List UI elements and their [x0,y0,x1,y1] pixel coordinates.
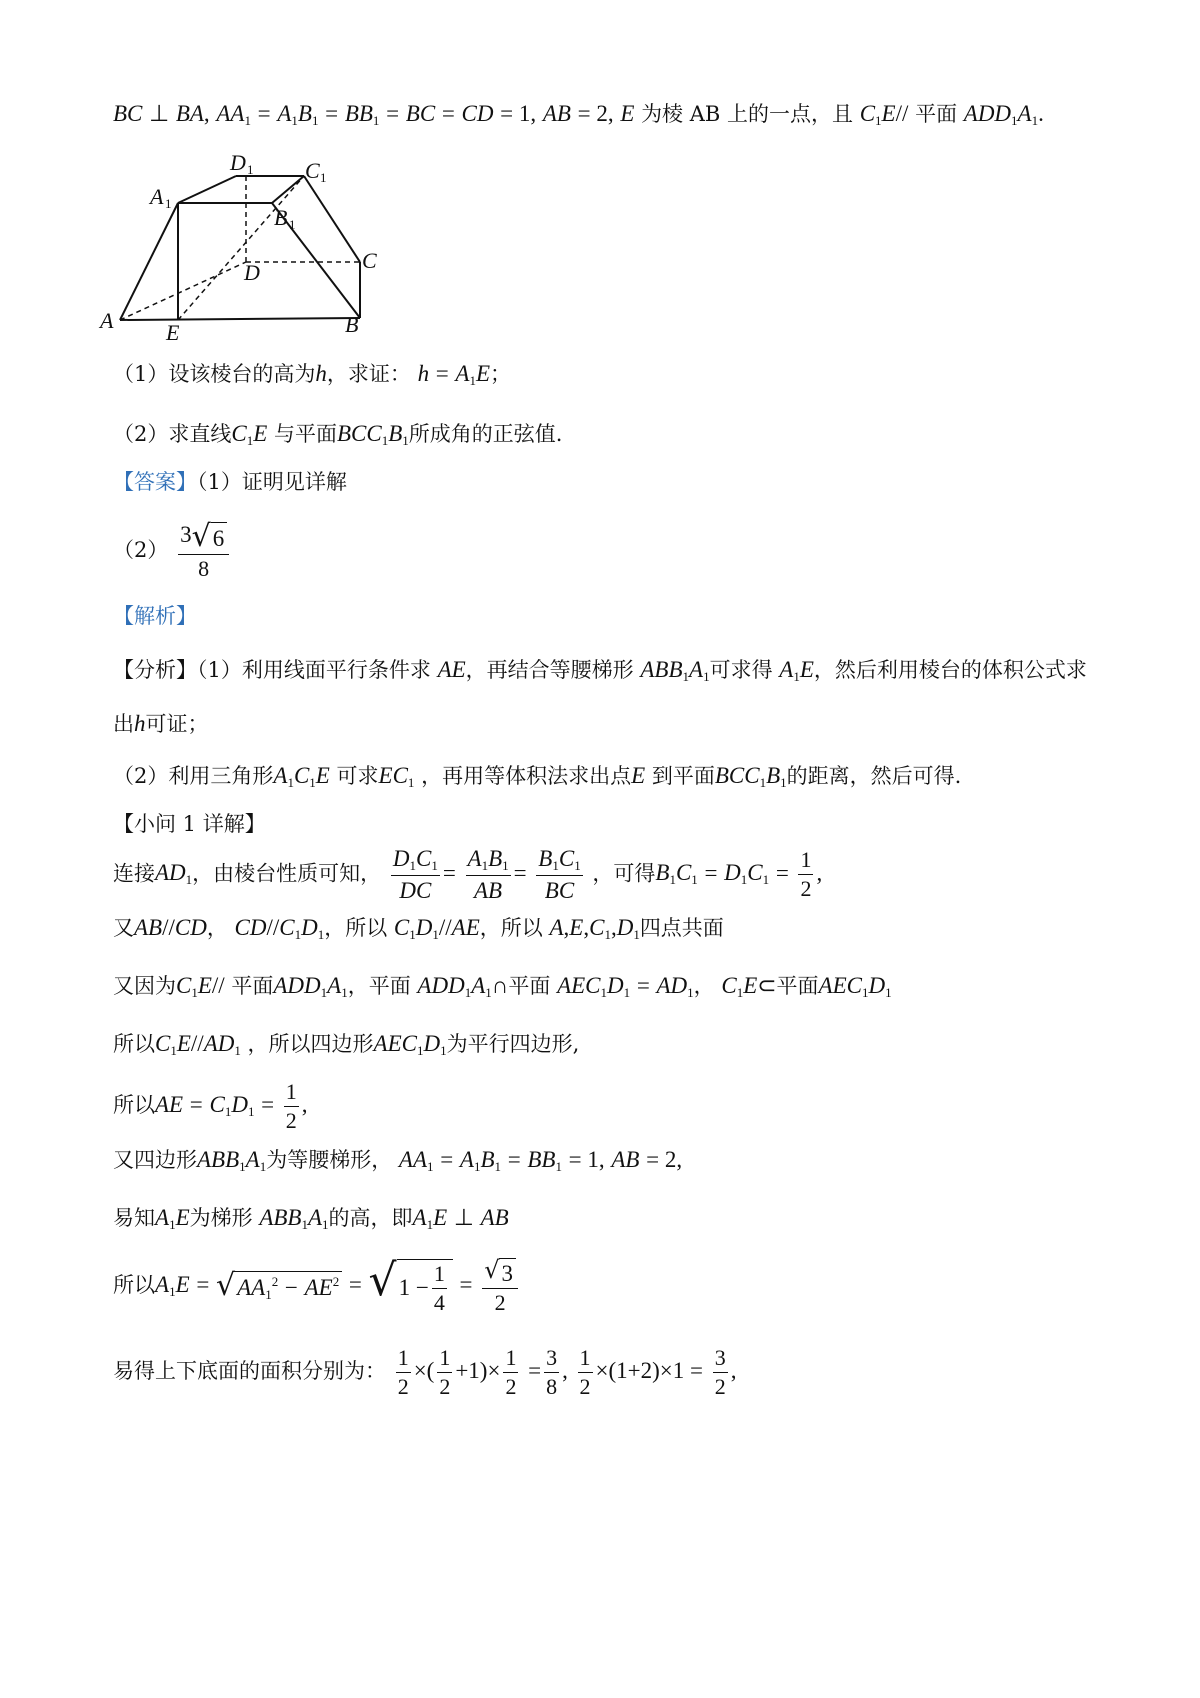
label-a1: A [150,184,164,209]
fenxi-1: 【分析】（1）利用线面平行条件求 AE，再结合等腰梯形 $ABB_1A_1$可求得 $A_1E$，然后利用棱台的体积公式求 [113,657,1087,684]
question-1: （1）设该棱台的高为h，求证： $h = A_1E$； [113,361,512,388]
label-a1-sub: 1 [165,196,172,211]
edge-c1c [304,176,360,262]
problem-intro: 为棱 AB 上的一点，且 [641,102,854,126]
question-2: （2）求直线$C_1E$ 与平面$BCC_1B_1$所成角的正弦值. [113,421,563,448]
answer-fraction: 3 √ 6 8 [178,522,229,581]
label-b: B [345,312,359,337]
problem-conditions: BC ⊥ BA, $AA_1 = A_1B_1 = BB_1$ = BC = CD = 1, AB = 2, E 为棱 AB 上的一点，且 $C_1E//$ 平面 $ADD_1A_1$. [113,101,1044,128]
answer-line: 【答案】（1）证明见详解 [113,470,347,494]
label-c1-sub: 1 [320,170,327,185]
frustum-figure [95,150,415,350]
label-a: A [100,308,114,333]
edge-b1c1 [272,176,304,203]
solution-3: 又因为$C_1E//$ 平面$ADD_1A_1$，平面 $ADD_1A_1\cap$平面 $AEC_1D_1 = AD_1$， $C_1E\subset$平面$AEC_1D_1$ [113,973,892,1000]
solution-2: 又AB//CD， $CD//C_1D_1$，所以 $C_1D_1//AE$，所以 $A,E,C_1,D_1$四点共面 [113,915,724,942]
problem-intro-tail: 平面 [915,102,958,126]
analysis-tag: 【解析】 [113,604,197,628]
answer-tag: 【答案】 [113,470,197,494]
edge-a1d1 [178,176,236,203]
fenxi-2: （2）利用三角形$A_1C_1E$ 可求$EC_1$ ，再用等体积法求出点E 到平面$BCC_1B_1$的距离，然后可得. [113,763,962,790]
edge-ec1 [178,176,304,320]
label-d1-sub: 1 [247,162,254,177]
answer-part2: （2） 3 √ 6 8 [113,522,232,581]
edge-ab [120,318,360,320]
label-c1: C [305,158,320,183]
label-d: D [244,260,260,285]
solution-5: 所以AE = $C_1D_1$ = $\frac{1}{2}$ , [113,1079,308,1134]
solution-6: 又四边形$ABB_1A_1$为等腰梯形， $AA_1 = A_1B_1 = BB_1 = 1$, AB = 2, [113,1147,683,1174]
label-b1-sub: 1 [289,217,296,232]
label-d1: D [230,150,246,175]
edge-aa1 [120,203,178,320]
solution-9: 易得上下底面的面积分别为： $\frac{1}{2}$ ×( $\frac{1}{2}$ +1)× $\frac{1}{2}$ = $\frac{3}{8}$ , $\frac{1}{2}$ ×(1+2)×1 = $\frac{3}{2}$ , [113,1345,737,1400]
sub1-tag: 【小问 1 详解】 [113,812,266,836]
solution-7: 易知$A_1E$为梯形 $ABB_1A_1$的高，即$A_1E$ ⊥ AB [113,1205,509,1232]
fenxi-1-cont: 出h可证； [113,711,209,736]
edge-ad [120,262,246,320]
label-c: C [362,248,377,273]
label-b1: B [274,205,288,230]
label-e: E [166,320,180,345]
solution-1: 连接$AD_1$，由棱台性质可知， $\frac{D_1C_1}{DC}$ = $\frac{A_1B_1}{AB}$ = $\frac{B_1C_1}{BC}$ ，可得$B_1C_1 = D_1C_1$ = $\frac{1}{2}$ , [113,846,823,904]
solution-4: 所以$C_1E//AD_1$ ，所以四边形$AEC_1D_1$为平行四边形, [113,1031,580,1058]
solution-8: 所以$A_1E$ = √ $AA_1^2$ − $AE^2$ = √ 1 − $\frac{1}{4}$ = √ 3 2 [113,1258,521,1315]
